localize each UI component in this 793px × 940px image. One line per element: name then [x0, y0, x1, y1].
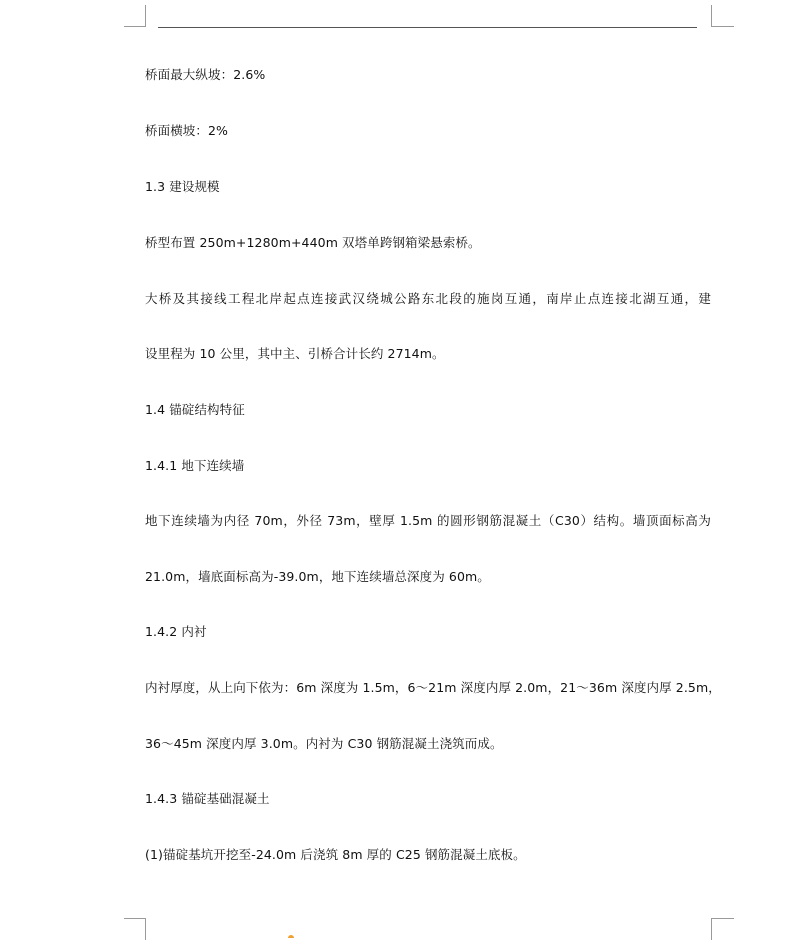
- text-line: 桥型布置 250m+1280m+440m 双塔单跨钢箱梁悬索桥。: [145, 235, 481, 250]
- section-heading: 1.3 建设规模: [145, 179, 220, 194]
- margin-corner-top-left: [124, 5, 146, 27]
- margin-corner-top-right: [711, 5, 734, 27]
- text-line: 内衬厚度，从上向下依为：6m 深度为 1.5m，6～21m 深度内厚 2.0m，21～36m 深度内厚 2.5m，: [145, 680, 721, 695]
- text-line: 桥面横坡：2%: [145, 123, 229, 138]
- text-line: 桥面最大纵坡：2.6%: [145, 67, 266, 82]
- text-line: (1)锚碇基坑开挖至-24.0m 后浇筑 8m 厚的 C25 钢筋混凝土底板。: [145, 847, 526, 862]
- subsection-heading: 1.4.3 锚碇基础混凝土: [145, 791, 270, 806]
- cursor-mark: [288, 935, 294, 938]
- subsection-heading: 1.4.2 内衬: [145, 624, 207, 639]
- text-line: 大桥及其接线工程北岸起点连接武汉绕城公路东北段的施岗互通，南岸止点连接北湖互通，建: [145, 291, 711, 306]
- text-line: 地下连续墙为内径 70m，外径 73m，壁厚 1.5m 的圆形钢筋混凝土（C30）结构。墙顶面标高为: [145, 513, 711, 528]
- text-line: 36～45m 深度内厚 3.0m。内衬为 C30 钢筋混凝土浇筑而成。: [145, 736, 503, 751]
- header-rule: [158, 27, 697, 28]
- margin-corner-bottom-left: [124, 918, 146, 940]
- text-line: 设里程为 10 公里，其中主、引桥合计长约 2714m。: [145, 346, 445, 361]
- text-line: 21.0m，墙底面标高为-39.0m，地下连续墙总深度为 60m。: [145, 569, 490, 584]
- margin-corner-bottom-right: [711, 918, 734, 940]
- section-heading: 1.4 锚碇结构特征: [145, 402, 245, 417]
- subsection-heading: 1.4.1 地下连续墙: [145, 458, 245, 473]
